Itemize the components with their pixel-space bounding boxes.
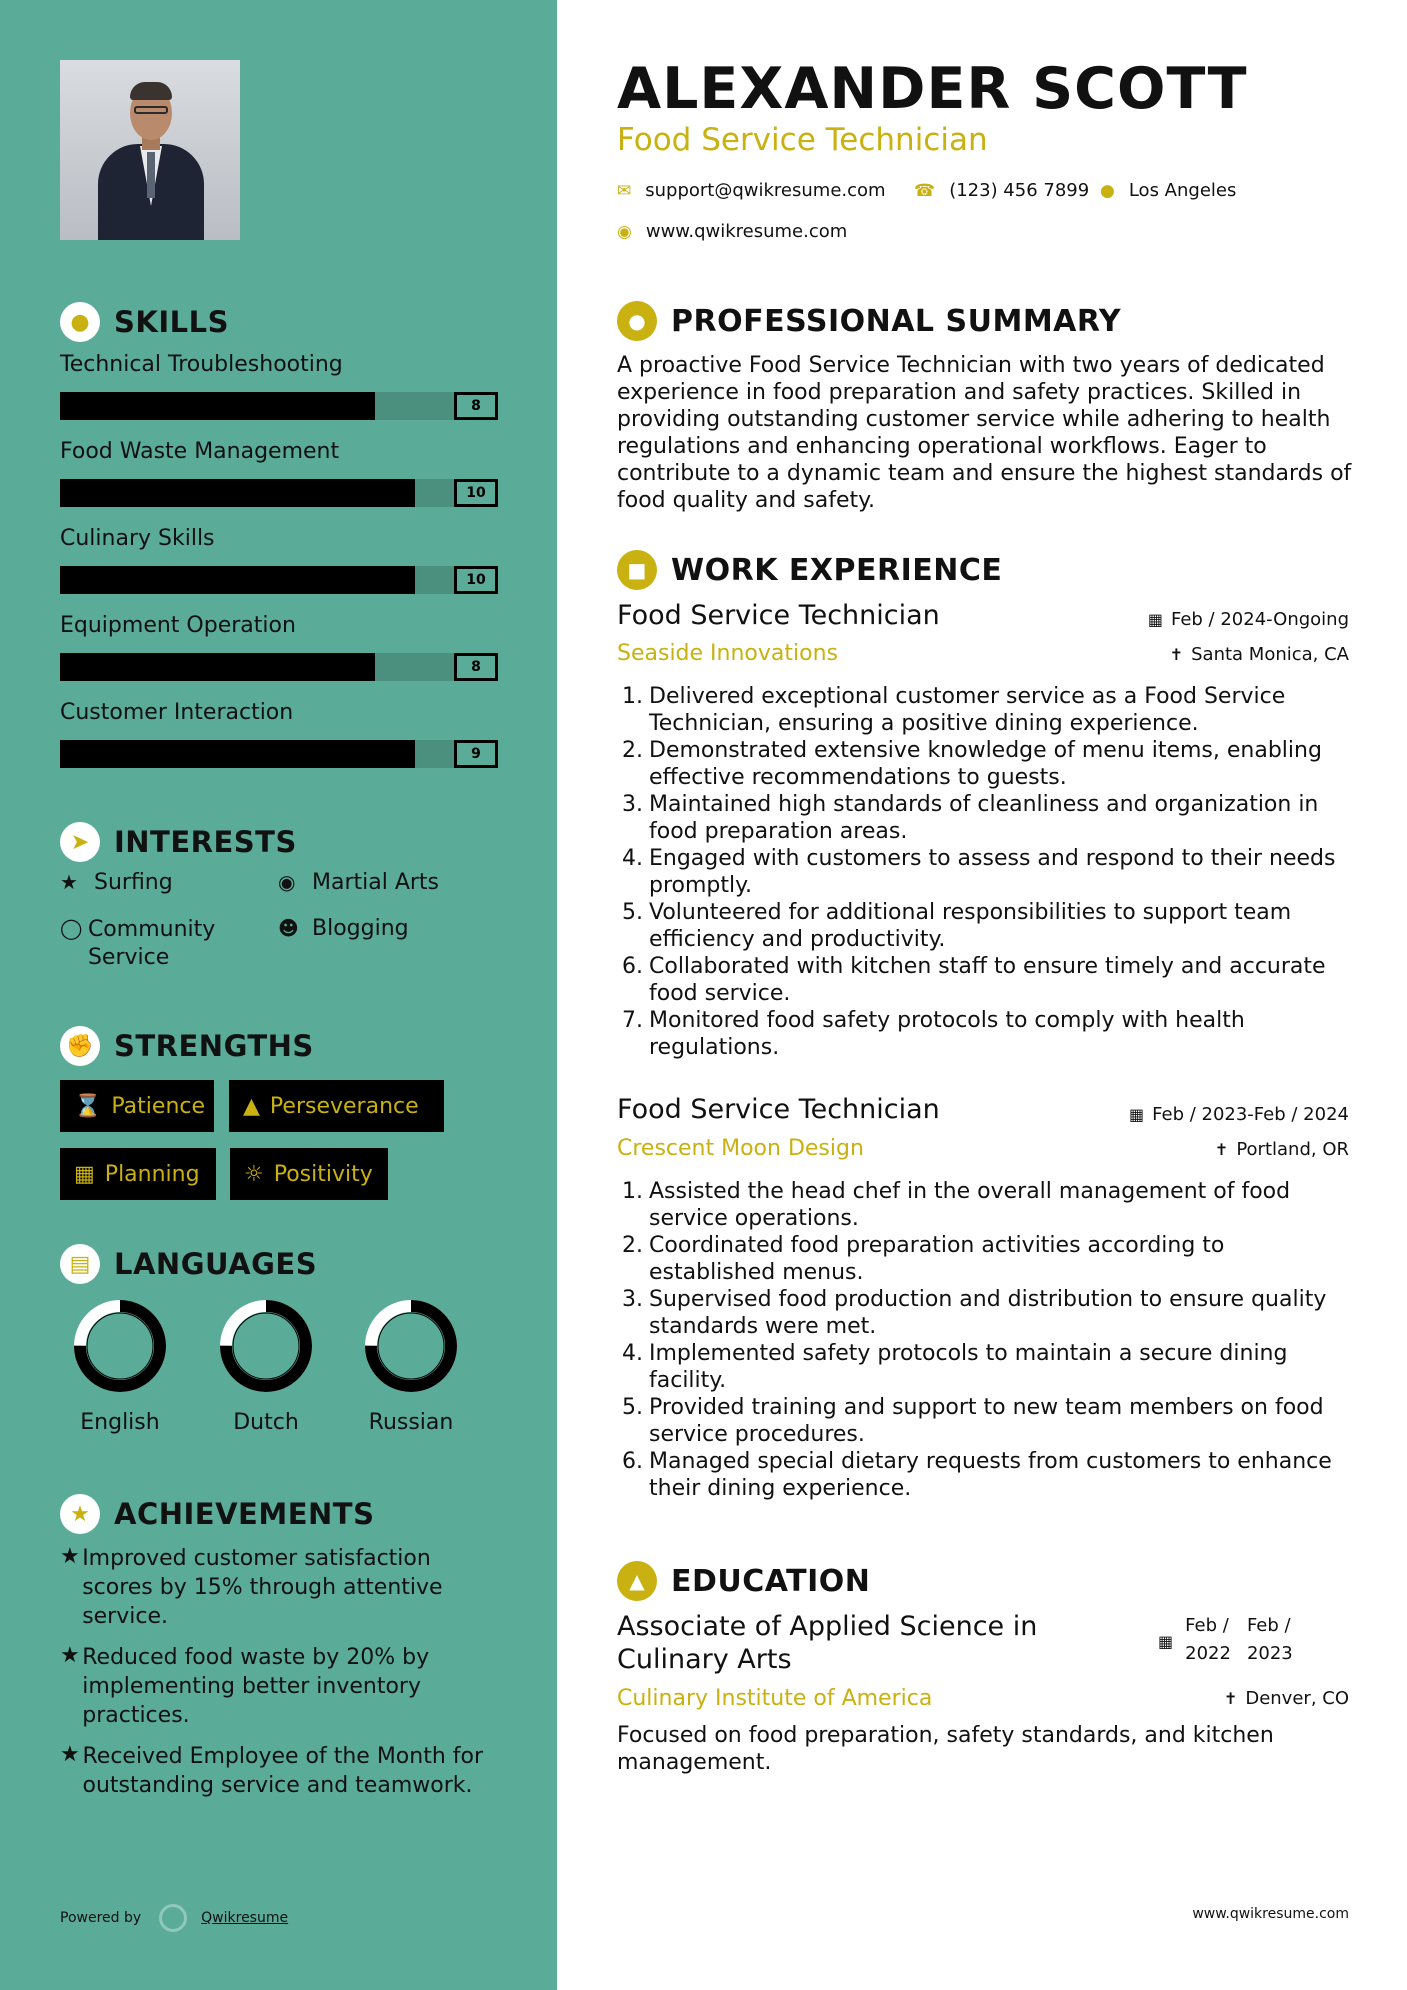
language-item (351, 1300, 471, 1435)
pin-icon: ✝ (1169, 645, 1184, 664)
pin-icon: ✝ (1214, 1140, 1229, 1159)
fist-icon: ✊ (60, 1026, 100, 1066)
user-icon: ● (617, 301, 657, 341)
star-icon: ★ (60, 1544, 80, 1569)
job-title: Food Service Technician (617, 1094, 940, 1125)
list-item: 1. Delivered exceptional customer service as a Food Service Technician, ensuring a positive dining experience. (622, 684, 1286, 736)
contact-phone[interactable]: ☎ (123) 456 7899 (914, 180, 1090, 201)
road-icon: ▲ (243, 1093, 260, 1119)
lightbulb-icon: ● (60, 302, 100, 342)
achievement-item: ★ Improved customer satisfaction scores by 15% through attentive service. (60, 1544, 443, 1629)
skill-name: Culinary Skills (60, 526, 215, 551)
list-item: 6. Managed special dietary requests from customers to enhance their dining experience. (622, 1449, 1332, 1501)
list-item: 5. Provided training and support to new team members on food service procedures. (622, 1395, 1324, 1447)
education-dates: ▦ Feb / 2022 Feb / 2023 (1158, 1612, 1309, 1668)
footer-url[interactable]: www.qwikresume.com (1192, 1906, 1349, 1922)
skill-bar (60, 479, 498, 507)
users-icon: ☻ (278, 916, 299, 940)
strength-chip: ☼ Positivity (230, 1148, 388, 1200)
degree-title: Associate of Applied Science in Culinary Arts (617, 1611, 1038, 1675)
language-name: Dutch (233, 1410, 299, 1435)
education-description: Focused on food preparation, safety standards, and kitchen management. (617, 1723, 1274, 1775)
list-item: 3. Supervised food production and distribution to ensure quality standards were met. (622, 1287, 1327, 1339)
skill-score: 8 (454, 653, 498, 681)
language-item (60, 1300, 180, 1435)
skill-score: 8 (454, 392, 498, 420)
language-ring (365, 1300, 457, 1392)
envelope-icon: ✉ (617, 180, 632, 201)
language-ring (220, 1300, 312, 1392)
powered-by: Powered by Qwikresume (60, 1904, 288, 1932)
job-dates: ▦ Feb / 2023-Feb / 2024 (1129, 1104, 1349, 1125)
job-duties (617, 1178, 1357, 1502)
language-name: Russian (368, 1410, 454, 1435)
list-item: 7. Monitored food safety protocols to comply with health regulations. (622, 1008, 1245, 1060)
list-item: 1. Assisted the head chef in the overall management of food service operations. (622, 1179, 1291, 1231)
contact-location: ● Los Angeles (1100, 180, 1237, 201)
star-icon: ★ (60, 1643, 80, 1668)
map-pin-icon: ● (1100, 180, 1115, 201)
skill-name: Technical Troubleshooting (60, 352, 343, 377)
skill-name: Equipment Operation (60, 613, 296, 638)
list-item: 5. Volunteered for additional responsibilities to support team efficiency and productivity. (622, 900, 1292, 952)
summary-text: A proactive Food Service Technician with two years of dedicated experience in food preparation and safety practices. Skilled in providing outstanding customer service while adhering to health regulations and enhancing operational workflows. Eager to contribute to a dynamic team and ensure the highest standards of food quality and safety. (617, 353, 1352, 513)
sidebar (0, 0, 557, 1990)
skill-bar (60, 653, 498, 681)
chair-icon: ■ (617, 550, 657, 590)
candidate-name: ALEXANDER SCOTT (617, 56, 1248, 122)
skill-name: Food Waste Management (60, 439, 340, 464)
school-name: Culinary Institute of America (617, 1686, 933, 1711)
list-item: 3. Maintained high standards of cleanliness and organization in food preparation areas. (622, 792, 1319, 844)
qwikresume-logo-icon (159, 1904, 187, 1932)
work-heading: ■ WORK EXPERIENCE (617, 550, 1002, 590)
job-company: Seaside Innovations (617, 641, 838, 666)
list-item: 4. Implemented safety protocols to maintain a secure dining facility. (622, 1341, 1288, 1393)
profile-photo (60, 60, 240, 240)
job-location: ✝ Santa Monica, CA (1169, 644, 1349, 665)
strength-chip: ▦ Planning (60, 1148, 216, 1200)
job-location: ✝ Portland, OR (1214, 1139, 1349, 1160)
list-item: 4. Engaged with customers to assess and respond to their needs promptly. (622, 846, 1336, 898)
globe-icon: ◉ (278, 870, 296, 894)
pin-icon: ✝ (1223, 1689, 1238, 1708)
calendar-icon: ▦ (1147, 610, 1163, 629)
list-item: 2. Demonstrated extensive knowledge of menu items, enabling effective recommendations to guests. (622, 738, 1322, 790)
skill-bar (60, 566, 498, 594)
candidate-role: Food Service Technician (617, 122, 988, 158)
job-dates: ▦ Feb / 2024-Ongoing (1147, 609, 1349, 630)
contact-email[interactable]: ✉ support@qwikresume.com (617, 180, 886, 201)
phone-icon: ☎ (914, 180, 936, 201)
skills-heading: ● SKILLS (60, 302, 229, 342)
skill-score: 9 (454, 740, 498, 768)
paper-plane-icon: ➤ (60, 822, 100, 862)
skill-bar (60, 740, 498, 768)
interest-item: ◯ Community Service (60, 916, 216, 970)
interest-item: ★ Surfing (60, 870, 173, 895)
job-title: Food Service Technician (617, 600, 940, 631)
strength-chip: ⌛ Patience (60, 1080, 214, 1132)
calendar-icon: ▦ (1129, 1105, 1145, 1124)
strengths-heading: ✊ STRENGTHS (60, 1026, 314, 1066)
interest-item: ◉ Martial Arts (278, 870, 440, 895)
job-duties (617, 683, 1357, 1061)
list-item: 6. Collaborated with kitchen staff to ensure timely and accurate food service. (622, 954, 1326, 1006)
hourglass-icon: ⌛ (74, 1093, 102, 1119)
star-icon: ★ (60, 870, 78, 894)
star-icon: ★ (60, 1742, 80, 1767)
achievements-heading: ★ ACHIEVEMENTS (60, 1494, 374, 1534)
calendar-icon: ▦ (74, 1161, 95, 1187)
strength-chip: ▲ Perseverance (229, 1080, 444, 1132)
skill-bar (60, 392, 498, 420)
achievement-item: ★ Received Employee of the Month for outstanding service and teamwork. (60, 1742, 484, 1798)
shield-icon: ◯ (60, 916, 83, 940)
contact-website[interactable]: ◉ www.qwikresume.com (617, 221, 848, 242)
id-card-icon: ▤ (60, 1244, 100, 1284)
sun-icon: ☼ (244, 1161, 264, 1187)
interests-heading: ➤ INTERESTS (60, 822, 297, 862)
interest-item: ☻ Blogging (278, 916, 409, 941)
list-item: 2. Coordinated food preparation activities according to established menus. (622, 1233, 1225, 1285)
achievement-item: ★ Reduced food waste by 20% by implementing better inventory practices. (60, 1643, 430, 1728)
calendar-icon: ▦ (1158, 1632, 1174, 1651)
skill-score: 10 (454, 479, 498, 507)
language-ring (74, 1300, 166, 1392)
globe-icon: ◉ (617, 221, 632, 242)
graduation-cap-icon: ▲ (617, 1561, 657, 1601)
star-badge-icon: ★ (60, 1494, 100, 1534)
qwikresume-link[interactable]: Qwikresume (201, 1910, 289, 1926)
skill-score: 10 (454, 566, 498, 594)
languages-heading: ▤ LANGUAGES (60, 1244, 317, 1284)
education-heading: ▲ EDUCATION (617, 1561, 870, 1601)
language-item (206, 1300, 326, 1435)
education-location: ✝ Denver, CO (1223, 1688, 1349, 1709)
summary-heading: ● PROFESSIONAL SUMMARY (617, 301, 1121, 341)
skill-name: Customer Interaction (60, 700, 294, 725)
language-name: English (80, 1410, 160, 1435)
job-company: Crescent Moon Design (617, 1136, 864, 1161)
